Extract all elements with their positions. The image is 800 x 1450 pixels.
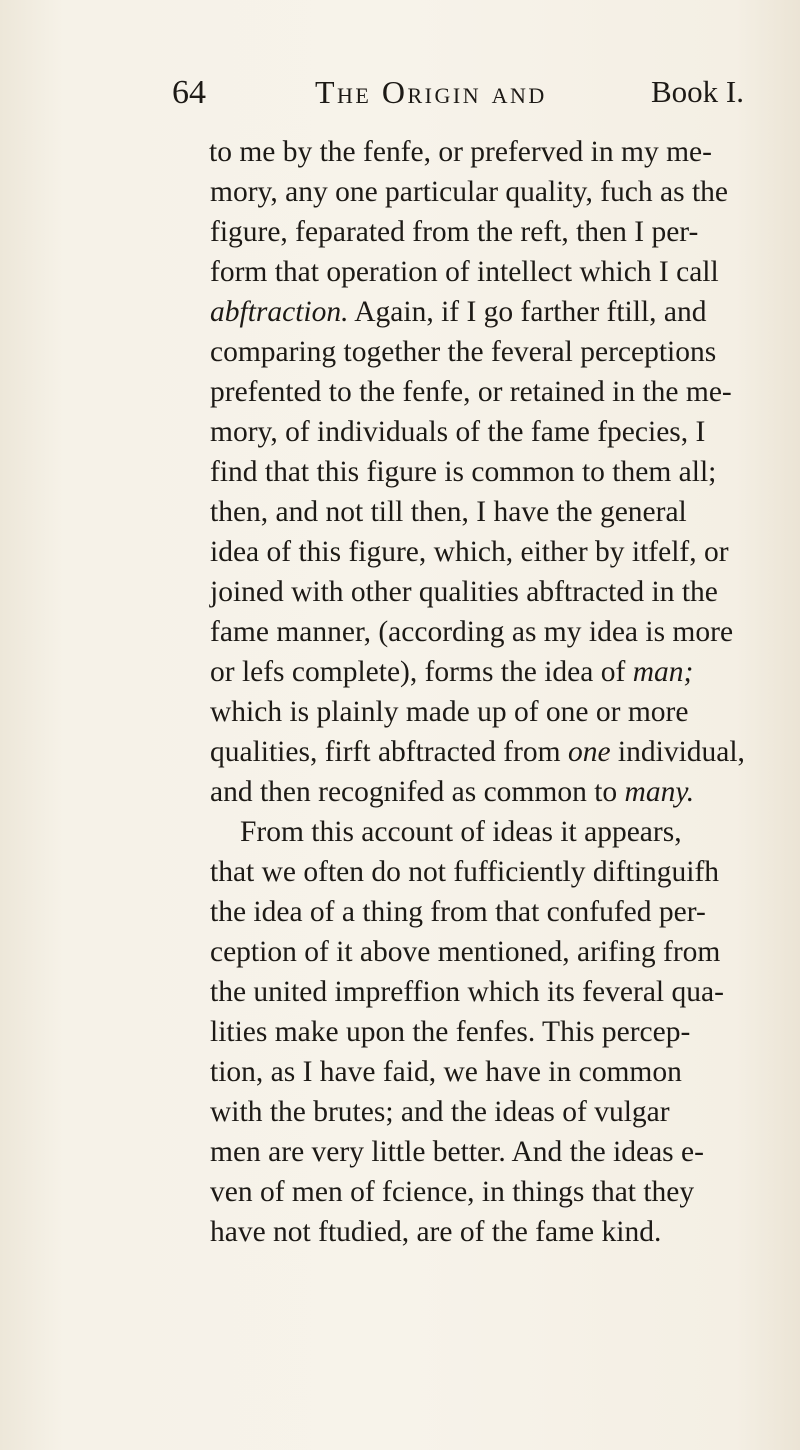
text-line	[210, 292, 706, 332]
text-line: then, and not till then, I have the general	[210, 496, 687, 528]
text-line: that we often do not fufficiently diftinguifh	[210, 856, 720, 888]
text-line: the idea of a thing from that confufed per-	[210, 896, 706, 928]
page-header	[172, 74, 744, 124]
text-line	[210, 732, 745, 772]
italic-term: one	[567, 736, 611, 768]
text-line: form that operation of intellect which I call	[210, 256, 719, 288]
text-line: the united impreffion which its feveral qua-	[210, 976, 724, 1008]
text-line: joined with other qualities abftracted in the	[210, 576, 718, 608]
page-number: 64	[172, 74, 206, 111]
text-line: comparing together the feveral perceptions	[210, 336, 717, 368]
text-span: or lefs complete), forms the idea of	[210, 656, 633, 688]
italic-term: many.	[624, 776, 695, 808]
text-span: qualities, firft abftracted from	[210, 736, 568, 768]
text-span: and then recognifed as common to	[210, 776, 625, 808]
text-line: which is plainly made up of one or more	[210, 696, 689, 728]
text-line: to me by the fenfe, or preferved in my me-	[209, 136, 712, 168]
text-line: with the brutes; and the ideas of vulgar	[210, 1096, 670, 1128]
book-label: Book I.	[651, 74, 744, 109]
text-line: mory, of individuals of the fame fpecies, I	[210, 416, 706, 448]
text-line: mory, any one particular quality, fuch as the	[210, 176, 728, 208]
text-line: find that this figure is common to them all;	[210, 456, 717, 488]
text-line: lities make upon the fenfes. This percep-	[210, 1016, 691, 1048]
text-line: fame manner, (according as my idea is more	[210, 616, 734, 648]
text-line	[210, 652, 693, 692]
text-line: ven of men of fcience, in things that they	[210, 1176, 695, 1208]
running-title: The Origin and	[315, 74, 547, 110]
text-line: have not ftudied, are of the fame kind.	[210, 1216, 662, 1248]
text-span: Again, if I go farther ftill, and	[348, 296, 707, 328]
text-line: tion, as I have faid, we have in common	[210, 1056, 682, 1088]
italic-term: man;	[632, 656, 694, 688]
text-line	[210, 772, 694, 812]
text-line: figure, feparated from the reft, then I per-	[210, 216, 699, 248]
text-line: From this account of ideas it appears,	[240, 816, 682, 848]
text-line: ception of it above mentioned, arifing from	[210, 936, 721, 968]
text-line: men are very little better. And the ideas e-	[210, 1136, 704, 1168]
italic-term: abftraction.	[210, 296, 349, 328]
text-line: prefented to the fenfe, or retained in the me-	[210, 376, 732, 408]
text-line: idea of this figure, which, either by itfelf, or	[210, 536, 729, 568]
text-span: individual,	[610, 736, 745, 768]
